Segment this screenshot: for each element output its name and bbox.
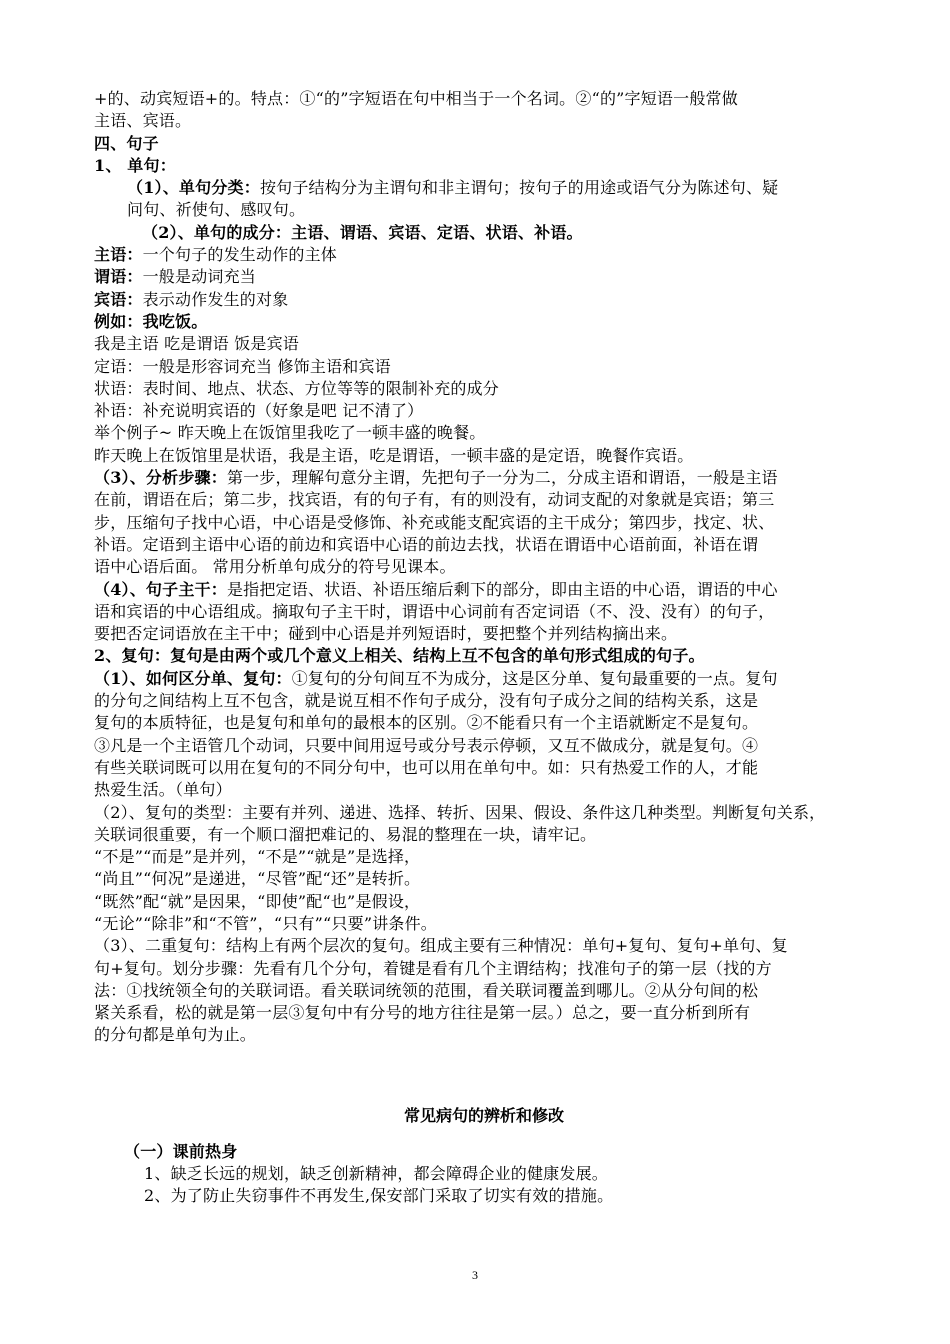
mnemonic-line: “无论”“除非”和“不管”，“只有”“只要”讲条件。 — [94, 913, 437, 933]
text-line: 语和宾语的中心语组成。摘取句子主干时，谓语中心词前有否定词语（不、没、没有）的句子， — [94, 601, 775, 621]
paragraph-line — [94, 579, 874, 601]
spacer — [94, 1127, 874, 1141]
text-line: 热爱生活。（单句） — [94, 780, 232, 800]
definition-line — [94, 289, 874, 311]
text-line: 语中心语后面。 常用分析单句成分的符号见课本。 — [94, 557, 456, 577]
term-label: （3）、分析步骤： — [94, 468, 227, 488]
mnemonic-line: “不是”“而是”是并列，“不是”“就是”是选择， — [94, 847, 421, 867]
definition-line — [94, 244, 874, 266]
subsection-heading: 1、 单句： — [94, 155, 176, 175]
text-line: 步，压缩句子找中心语，中心语是受修饰、补充或能支配宾语的主干成分；第四步，找定、状、 — [94, 512, 775, 532]
term-label: 宾语： — [94, 289, 143, 309]
term-text: ①复句的分句间互不为成分，这是区分单、复句最重要的一点。复句 — [291, 668, 778, 688]
subsection-heading: 2、复句：复句是由两个或几个意义上相关、结构上互不包含的单句形式组成的句子。 — [94, 646, 705, 666]
paragraph-line — [94, 177, 874, 199]
text-line: 昨天晚上在饭馆里是状语，我是主语，吃是谓语，一顿丰盛的是定语，晚餐作宾语。 — [94, 445, 694, 465]
text-line: 定语：一般是形容词充当 修饰主语和宾语 — [94, 356, 391, 376]
text-line: 补语。定语到主语中心语的前边和宾语中心语的前边去找，状语在谓语中心语前面，补语在谓 — [94, 534, 759, 554]
text-line: 的分句之间结构上互不包含，就是说互相不作句子成分，没有句子成分之间的结构关系，这是 — [94, 691, 759, 711]
term-text: 表示动作发生的对象 — [142, 289, 289, 309]
spacer — [94, 1047, 874, 1105]
text-line: 的分句都是单句为止。 — [94, 1025, 257, 1045]
text-line: 法：①找统领全句的关联词语。看关联词统领的范围，看关联词覆盖到哪儿。②从分句间的松 — [94, 980, 759, 1000]
term-label: （4）、句子主干： — [94, 579, 227, 599]
text-line: 在前，谓语在后；第二步，找宾语，有的句子有，有的则没有，动词支配的对象就是宾语；第三 — [94, 490, 775, 510]
text-line: 我是主语 吃是谓语 饭是宾语 — [94, 334, 299, 354]
term-label: （1）、单句分类： — [127, 178, 260, 198]
text-line: 举个例子~ 昨天晚上在饭馆里我吃了一顿丰盛的晚餐。 — [94, 423, 486, 443]
text-line: 句+复句。划分步骤：先看有几个分句，着键是看有几个主谓结构；找准句子的第一层（找的方 — [94, 958, 772, 978]
document-page — [94, 88, 874, 1208]
definition-line — [94, 266, 874, 288]
warmup-item: 2、为了防止失窃事件不再发生,保安部门采取了切实有效的措施。 — [144, 1186, 614, 1206]
term-text: 一个句子的发生动作的主体 — [142, 245, 338, 265]
warmup-heading: （一）课前热身 — [124, 1141, 238, 1161]
text-line: 要把否定词语放在主干中；碰到中心语是并列短语时，要把整个并列结构摘出来。 — [94, 624, 678, 644]
example-heading: 例如：我吃饭。 — [94, 311, 208, 331]
text-line: 状语：表时间、地点、状态、方位等等的限制补充的成分 — [94, 378, 500, 398]
mnemonic-line: “尚且”“何况”是递进，“尽管”配“还”是转折。 — [94, 869, 421, 889]
text-line: 紧关系看，松的就是第一层③复句中有分号的地方往往是第一层。）总之，要一直分析到所有 — [94, 1003, 751, 1023]
text-line: （3）、二重复句：结构上有两个层次的复句。组成主要有三种情况：单句+复句、复句+单句、复 — [94, 936, 788, 956]
term-text: 是指把定语、状语、补语压缩后剩下的部分，即由主语的中心语，谓语的中心 — [226, 579, 778, 599]
paragraph-line — [94, 668, 874, 690]
text-line: ③凡是一个主语管几个动词，只要中间用逗号或分号表示停顿，又互不做成分，就是复句。④ — [94, 735, 759, 755]
term-text: 按句子结构分为主谓句和非主谓句；按句子的用途或语气分为陈述句、疑 — [259, 178, 779, 198]
text-line: 关联词很重要，有一个顺口溜把难记的、易混的整理在一块，请牢记。 — [94, 824, 597, 844]
paragraph-line: 问句、祈使句、感叹句。 — [127, 200, 306, 220]
text-line: （2）、复句的类型：主要有并列、递进、选择、转折、因果、假设、条件这几种类型。判断复句关系， — [94, 802, 826, 822]
term-text: 第一步，理解句意分主谓，先把句子一分为二，分成主语和谓语，一般是主语 — [226, 468, 778, 488]
warmup-item: 1、缺乏长远的规划，缺乏创新精神，都会障碍企业的健康发展。 — [144, 1164, 608, 1184]
page-number: 3 — [472, 1268, 478, 1282]
paragraph-heading: （2）、单句的成分：主语、谓语、宾语、定语、状语、补语。 — [142, 222, 583, 242]
text-line: 有些关联词既可以用在复句的不同分句中，也可以用在单句中。如：只有热爱工作的人，才能 — [94, 757, 759, 777]
term-label: （1）、如何区分单、复句： — [94, 668, 292, 688]
term-text: 一般是动词充当 — [142, 267, 257, 287]
text-line: 复句的本质特征，也是复句和单句的最根本的区别。②不能看只有一个主语就断定不是复句。 — [94, 713, 759, 733]
text-line: 主语、宾语。 — [94, 111, 192, 131]
section-title: 常见病句的辨析和修改 — [403, 1105, 564, 1125]
term-label: 主语： — [94, 245, 143, 265]
section-heading: 四、句子 — [94, 133, 159, 153]
term-label: 谓语： — [94, 267, 143, 287]
paragraph-line — [94, 467, 874, 489]
mnemonic-line: “既然”配“就”是因果，“即使”配“也”是假设， — [94, 891, 421, 911]
text-line: 补语：补充说明宾语的（好象是吧 记不清了） — [94, 401, 424, 421]
text-line: +的、动宾短语+的。特点：①“的”字短语在句中相当于一个名词。②“的”字短语一般常做 — [94, 89, 738, 108]
